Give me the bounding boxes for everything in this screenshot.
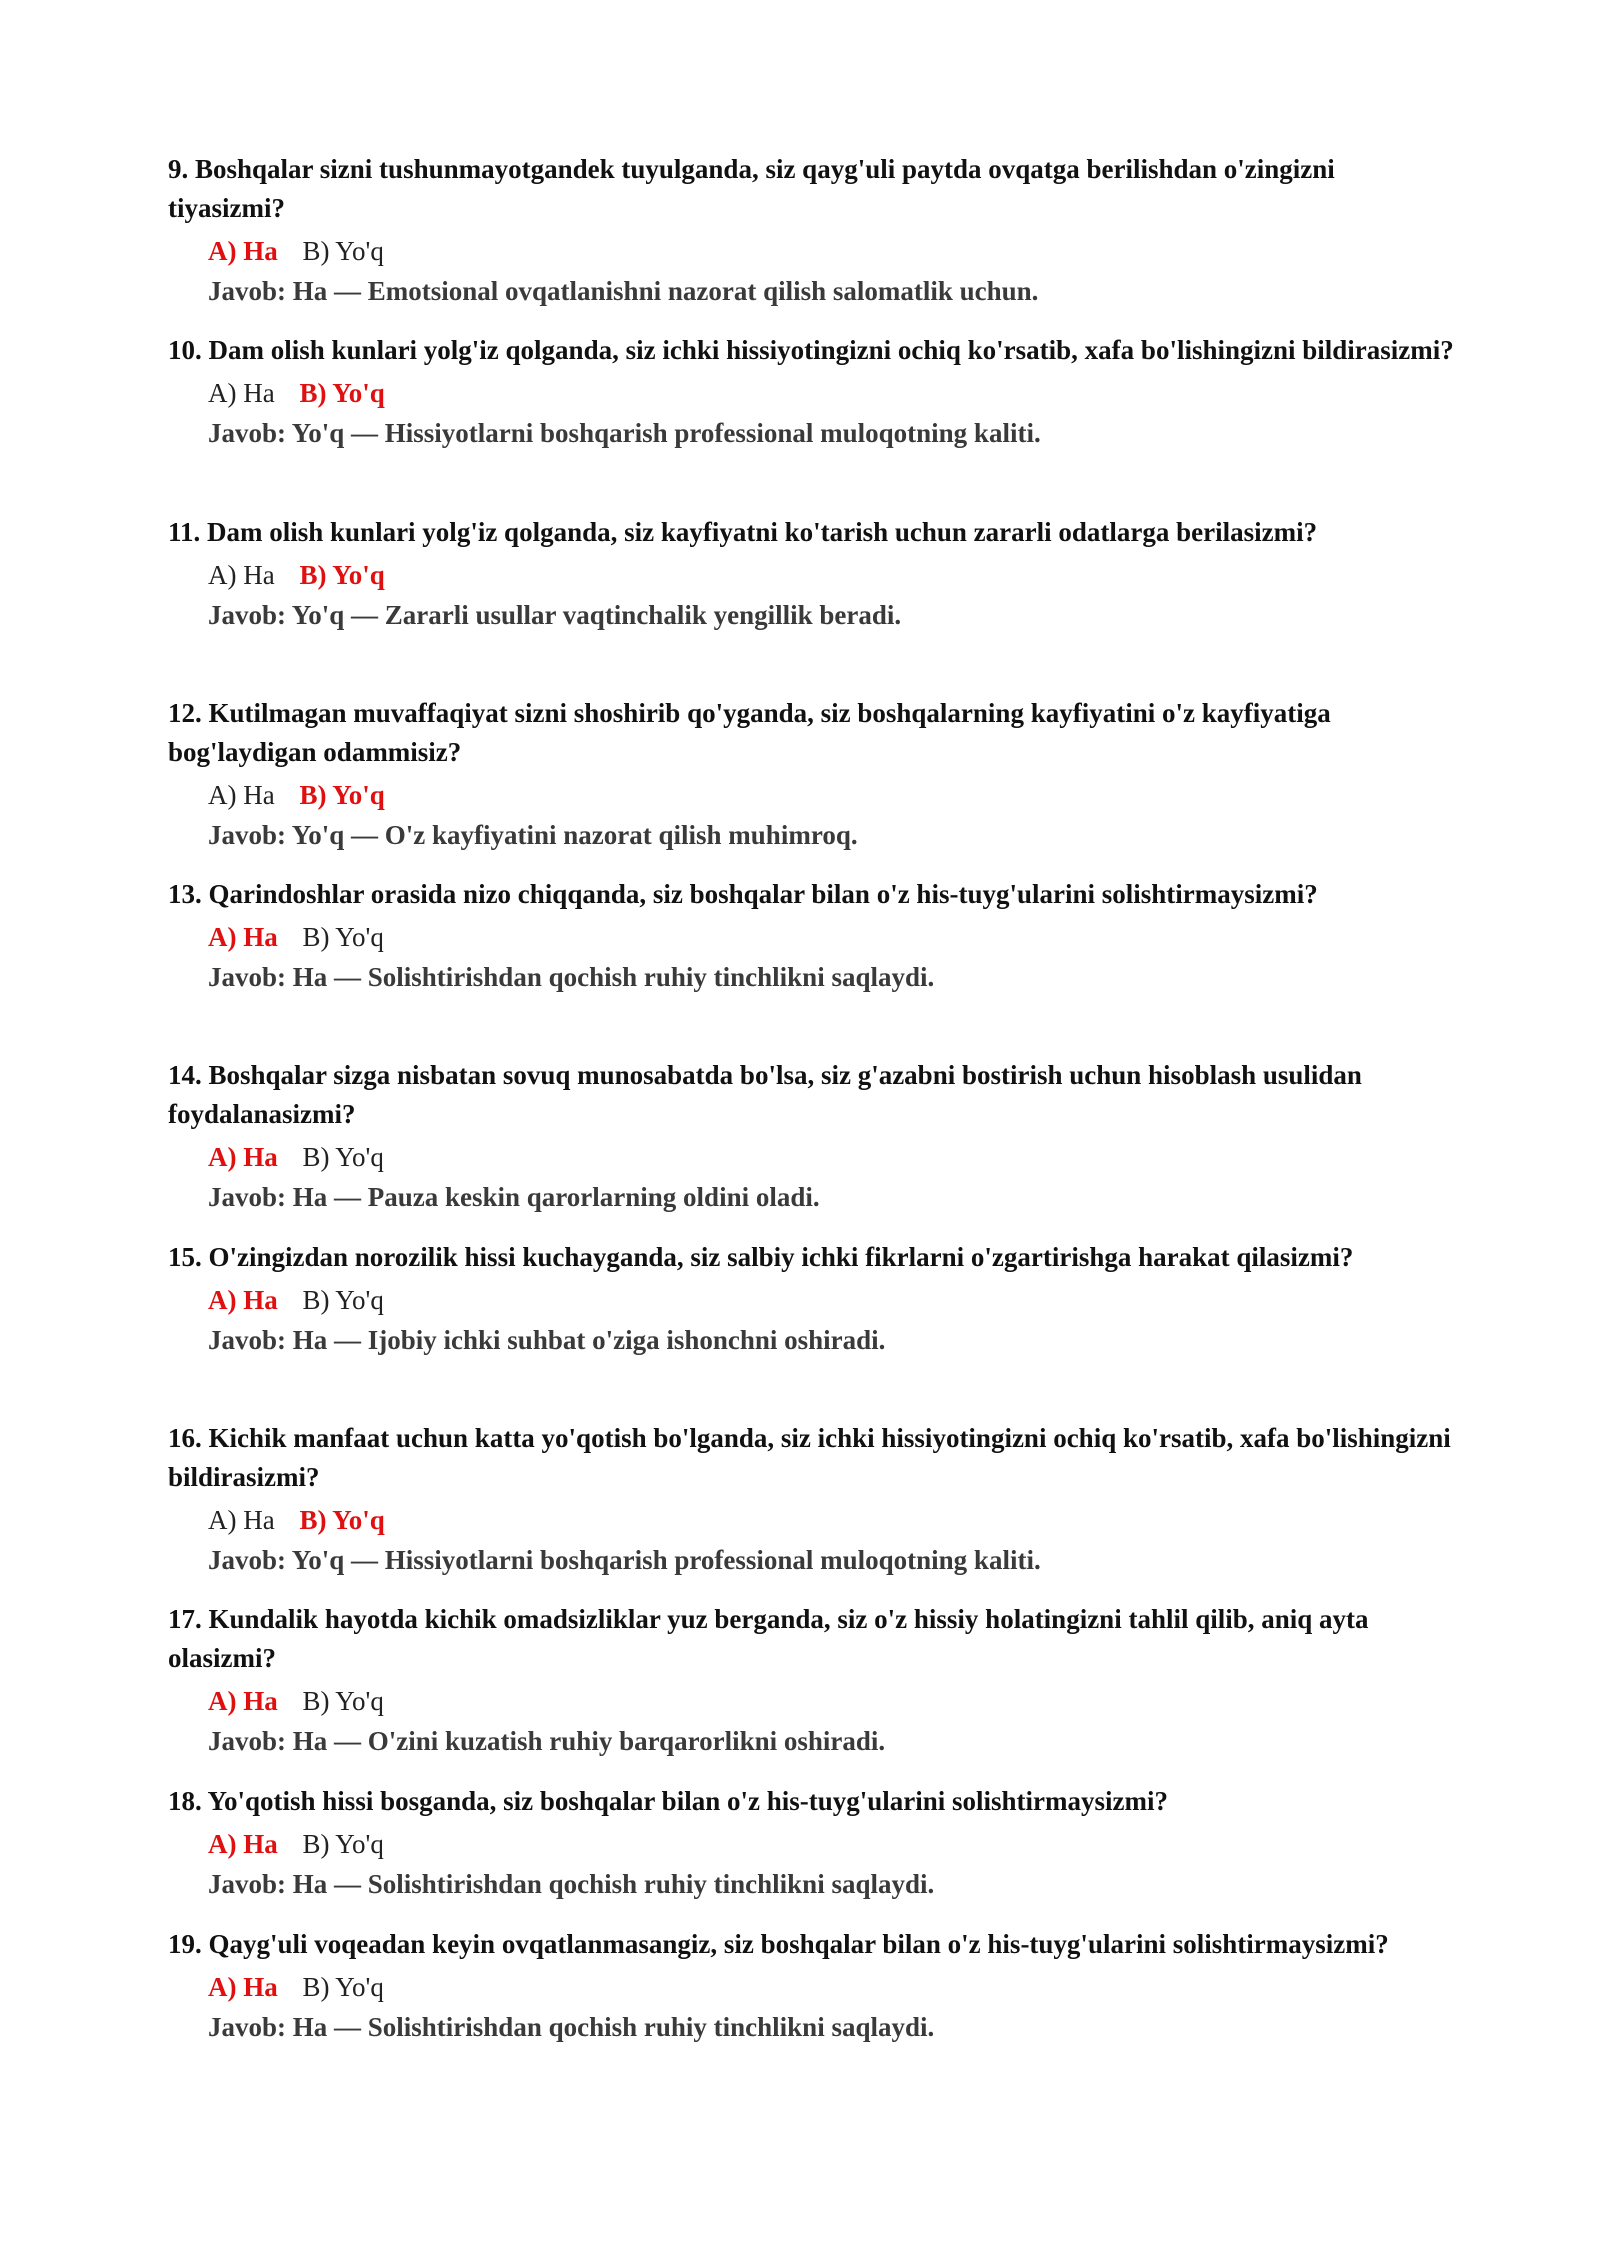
question-item — [168, 875, 1458, 1056]
option-b: B) Yo'q — [299, 779, 385, 810]
option-a: A) Ha — [208, 1505, 275, 1536]
question-text: 15. O'zingizdan norozilik hissi kuchayganda, siz salbiy ichki fikrlarni o'zgartirishga harakat qilasizmi? — [168, 1241, 1354, 1272]
option-a: A) Ha — [208, 378, 275, 409]
answer-options — [208, 1501, 1458, 1539]
option-b: B) Yo'q — [299, 559, 385, 590]
option-a: A) Ha — [208, 1284, 278, 1315]
question-text: 11. Dam olish kunlari yolg'iz qolganda, siz kayfiyatni ko'tarish uchun zararli odatlarga berilasizmi? — [168, 516, 1318, 547]
question-text: 16. Kichik manfaat uchun katta yo'qotish bo'lganda, siz ichki hissiyotingizni ochiq ko'rsatib, xafa bo'lishingizni bildirasizmi? — [168, 1423, 1451, 1493]
question-text: 10. Dam olish kunlari yolg'iz qolganda, siz ichki hissiyotingizni ochiq ko'rsatib, xafa bo'lishingizni bildirasizmi? — [168, 335, 1454, 366]
answer-options — [208, 918, 1458, 956]
option-a: A) Ha — [208, 1142, 278, 1173]
question-item — [168, 1419, 1458, 1600]
question-text: 19. Qayg'uli voqeadan keyin ovqatlanmasangiz, siz boshqalar bilan o'z his-tuyg'ularini solishtirmaysizmi? — [168, 1928, 1389, 1959]
question-text: 17. Kundalik hayotda kichik omadsizliklar yuz berganda, siz o'z hissiy holatingizni tahlil qilib, aniq ayta olasizmi? — [168, 1604, 1369, 1674]
option-a: A) Ha — [208, 922, 278, 953]
answer-options — [208, 776, 1458, 814]
question-item — [168, 694, 1458, 875]
answer-options — [208, 1825, 1458, 1863]
question-text: 9. Boshqalar sizni tushunmayotgandek tuyulganda, siz qayg'uli paytda ovqatga berilishdan o'zingizni tiyasizmi? — [168, 154, 1335, 223]
question-text: 13. Qarindoshlar orasida nizo chiqqanda, siz boshqalar bilan o'z his-tuyg'ularini solishtirmaysizmi? — [168, 879, 1318, 910]
answer-options — [208, 1682, 1458, 1720]
answer-explanation: Javob: Ha — O'zini kuzatish ruhiy barqarorlikni oshiradi. — [208, 1726, 886, 1757]
answer-explanation: Javob: Yo'q — O'z kayfiyatini nazorat qilish muhimroq. — [208, 819, 858, 850]
question-list — [168, 150, 1458, 2106]
answer-explanation: Javob: Yo'q — Hissiyotlarni boshqarish professional muloqotning kaliti. — [208, 1545, 1041, 1576]
question-item — [168, 150, 1458, 331]
answer-options — [208, 374, 1458, 412]
question-text: 18. Yo'qotish hissi bosganda, siz boshqalar bilan o'z his-tuyg'ularini solishtirmaysizmi? — [168, 1785, 1168, 1816]
question-item — [168, 513, 1458, 694]
question-item — [168, 331, 1458, 512]
answer-explanation: Javob: Yo'q — Hissiyotlarni boshqarish professional muloqotning kaliti. — [208, 418, 1041, 449]
answer-explanation: Javob: Ha — Solishtirishdan qochish ruhiy tinchlikni saqlaydi. — [208, 1868, 935, 1899]
answer-options — [208, 1968, 1458, 2006]
option-a: A) Ha — [208, 559, 275, 590]
answer-explanation: Javob: Ha — Ijobiy ichki suhbat o'ziga ishonchni oshiradi. — [208, 1324, 886, 1355]
question-item — [168, 1600, 1458, 1781]
option-b: B) Yo'q — [299, 378, 385, 409]
option-a: A) Ha — [208, 1686, 278, 1717]
option-a: A) Ha — [208, 1971, 278, 2002]
option-b: B) Yo'q — [302, 922, 384, 953]
question-text: 12. Kutilmagan muvaffaqiyat sizni shoshirib qo'yganda, siz boshqalarning kayfiyatini o'z kayfiyatiga bog'laydigan odammisiz? — [168, 697, 1331, 767]
option-a: A) Ha — [208, 236, 278, 266]
question-text: 14. Boshqalar sizga nisbatan sovuq munosabatda bo'lsa, siz g'azabni bostirish uchun hisoblash usulidan foydalanasizmi? — [168, 1060, 1362, 1130]
question-item — [168, 1056, 1458, 1237]
option-a: A) Ha — [208, 1828, 278, 1859]
answer-explanation: Javob: Ha — Solishtirishdan qochish ruhiy tinchlikni saqlaydi. — [208, 2011, 935, 2042]
question-item — [168, 1925, 1458, 2106]
option-b: B) Yo'q — [302, 1828, 384, 1859]
answer-options — [208, 232, 1458, 270]
question-item — [168, 1238, 1458, 1419]
option-b: B) Yo'q — [302, 1142, 384, 1173]
answer-options — [208, 556, 1458, 594]
option-a: A) Ha — [208, 779, 275, 810]
option-b: B) Yo'q — [302, 236, 384, 266]
option-b: B) Yo'q — [299, 1505, 385, 1536]
answer-explanation: Javob: Yo'q — Zararli usullar vaqtinchalik yengillik beradi. — [208, 599, 902, 630]
answer-options — [208, 1138, 1458, 1176]
answer-explanation: Javob: Ha — Emotsional ovqatlanishni nazorat qilish salomatlik uchun. — [208, 276, 1039, 306]
option-b: B) Yo'q — [302, 1686, 384, 1717]
question-item — [168, 1782, 1458, 1925]
answer-explanation: Javob: Ha — Pauza keskin qarorlarning oldini oladi. — [208, 1182, 820, 1213]
option-b: B) Yo'q — [302, 1284, 384, 1315]
answer-explanation: Javob: Ha — Solishtirishdan qochish ruhiy tinchlikni saqlaydi. — [208, 962, 935, 993]
option-b: B) Yo'q — [302, 1971, 384, 2002]
answer-options — [208, 1281, 1458, 1319]
